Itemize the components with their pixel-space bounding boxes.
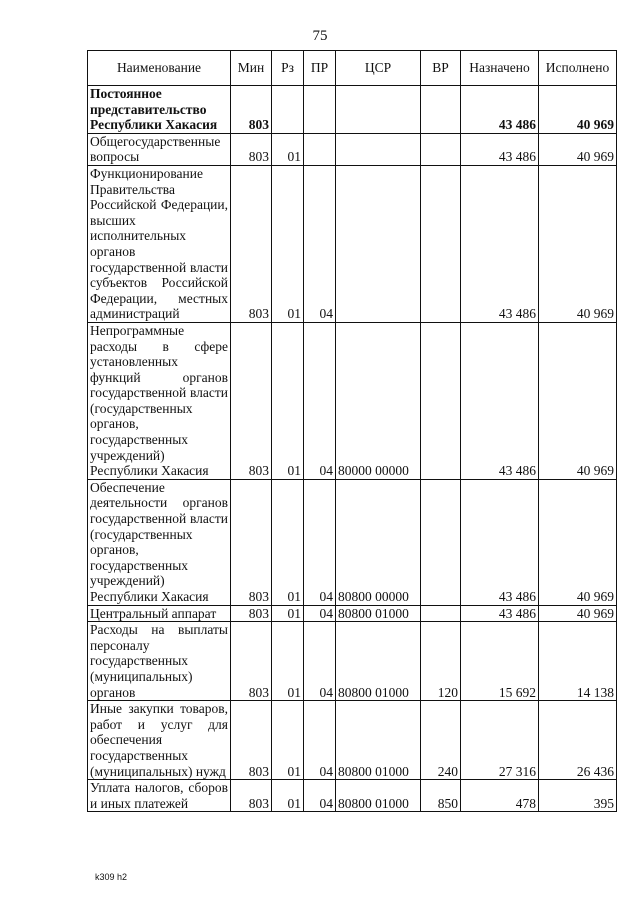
- row-rz: 01: [272, 165, 304, 322]
- row-vr: 240: [421, 701, 461, 780]
- page-number: 75: [312, 28, 328, 44]
- table-row: [88, 605, 617, 622]
- row-executed: 40 969: [539, 86, 617, 134]
- table-row: [88, 622, 617, 701]
- row-rz: 01: [272, 605, 304, 622]
- row-name: Центральный аппарат: [88, 605, 231, 622]
- row-min: 803: [231, 322, 272, 479]
- row-csr: 80800 01000: [336, 622, 421, 701]
- row-rz: 01: [272, 133, 304, 165]
- row-min: 803: [231, 780, 272, 812]
- row-executed: 40 969: [539, 322, 617, 479]
- row-csr: 80800 00000: [336, 479, 421, 605]
- row-assigned: 43 486: [461, 605, 539, 622]
- row-name: Функционирование Правительства Российской Федерации, высших исполнительных органов государственной власти субъектов Российской Федерации, местных администраций: [88, 165, 231, 322]
- row-executed: 40 969: [539, 479, 617, 605]
- table-row: [88, 133, 617, 165]
- row-vr: [421, 322, 461, 479]
- row-rz: 01: [272, 479, 304, 605]
- row-vr: [421, 479, 461, 605]
- row-executed: 395: [539, 780, 617, 812]
- footer-code: k309 h2: [95, 872, 128, 882]
- row-rz: 01: [272, 622, 304, 701]
- row-assigned: 43 486: [461, 479, 539, 605]
- row-rz: [272, 86, 304, 134]
- row-name: Непрограммные расходы в сфере установленных функций органов государственной власти (государственных органов, государственных учреждений) Республики Хакасия: [88, 322, 231, 479]
- row-vr: 850: [421, 780, 461, 812]
- row-pr: 04: [304, 165, 336, 322]
- row-pr: [304, 86, 336, 134]
- row-vr: 120: [421, 622, 461, 701]
- row-pr: 04: [304, 701, 336, 780]
- row-rz: 01: [272, 701, 304, 780]
- row-min: 803: [231, 701, 272, 780]
- row-executed: 40 969: [539, 165, 617, 322]
- row-min: 803: [231, 133, 272, 165]
- row-vr: [421, 86, 461, 134]
- row-csr: 80800 01000: [336, 605, 421, 622]
- row-name: Уплата налогов, сборов и иных платежей: [88, 780, 231, 812]
- table-body: [88, 86, 617, 812]
- row-csr: 80800 01000: [336, 701, 421, 780]
- table-row: [88, 165, 617, 322]
- row-name: Обеспечение деятельности органов государственной власти (государственных органов, государственных учреждений) Республики Хакасия: [88, 479, 231, 605]
- row-csr: [336, 86, 421, 134]
- row-csr: 80800 01000: [336, 780, 421, 812]
- row-assigned: 43 486: [461, 133, 539, 165]
- header-assigned: Назначено: [461, 51, 539, 86]
- row-min: 803: [231, 86, 272, 134]
- header-executed: Исполнено: [539, 51, 617, 86]
- row-min: 803: [231, 605, 272, 622]
- row-name: Постоянное представительство Республики Хакасия: [88, 86, 231, 134]
- header-name: Наименование: [88, 51, 231, 86]
- table-row: [88, 479, 617, 605]
- row-assigned: 27 316: [461, 701, 539, 780]
- row-assigned: 43 486: [461, 322, 539, 479]
- row-assigned: 15 692: [461, 622, 539, 701]
- row-pr: 04: [304, 622, 336, 701]
- row-pr: 04: [304, 605, 336, 622]
- row-assigned: 43 486: [461, 86, 539, 134]
- table-row: [88, 780, 617, 812]
- row-min: 803: [231, 479, 272, 605]
- table-row: [88, 701, 617, 780]
- row-pr: 04: [304, 780, 336, 812]
- row-pr: 04: [304, 322, 336, 479]
- row-name: Иные закупки товаров, работ и услуг для обеспечения государственных (муниципальных) нужд: [88, 701, 231, 780]
- row-min: 803: [231, 165, 272, 322]
- row-csr: 80000 00000: [336, 322, 421, 479]
- header-pr: ПР: [304, 51, 336, 86]
- row-name: Общегосударственные вопросы: [88, 133, 231, 165]
- row-vr: [421, 165, 461, 322]
- row-executed: 14 138: [539, 622, 617, 701]
- row-executed: 40 969: [539, 605, 617, 622]
- row-executed: 26 436: [539, 701, 617, 780]
- row-csr: [336, 165, 421, 322]
- row-pr: 04: [304, 479, 336, 605]
- table-row: [88, 86, 617, 134]
- header-vr: ВР: [421, 51, 461, 86]
- row-min: 803: [231, 622, 272, 701]
- row-assigned: 478: [461, 780, 539, 812]
- table-header-row: [88, 51, 617, 86]
- row-name: Расходы на выплаты персоналу государственных (муниципальных) органов: [88, 622, 231, 701]
- row-vr: [421, 605, 461, 622]
- row-rz: 01: [272, 322, 304, 479]
- table-row: [88, 322, 617, 479]
- row-assigned: 43 486: [461, 165, 539, 322]
- row-vr: [421, 133, 461, 165]
- header-min: Мин: [231, 51, 272, 86]
- header-rz: Рз: [272, 51, 304, 86]
- budget-table: [87, 50, 617, 812]
- row-pr: [304, 133, 336, 165]
- header-csr: ЦСР: [336, 51, 421, 86]
- row-rz: 01: [272, 780, 304, 812]
- row-csr: [336, 133, 421, 165]
- row-executed: 40 969: [539, 133, 617, 165]
